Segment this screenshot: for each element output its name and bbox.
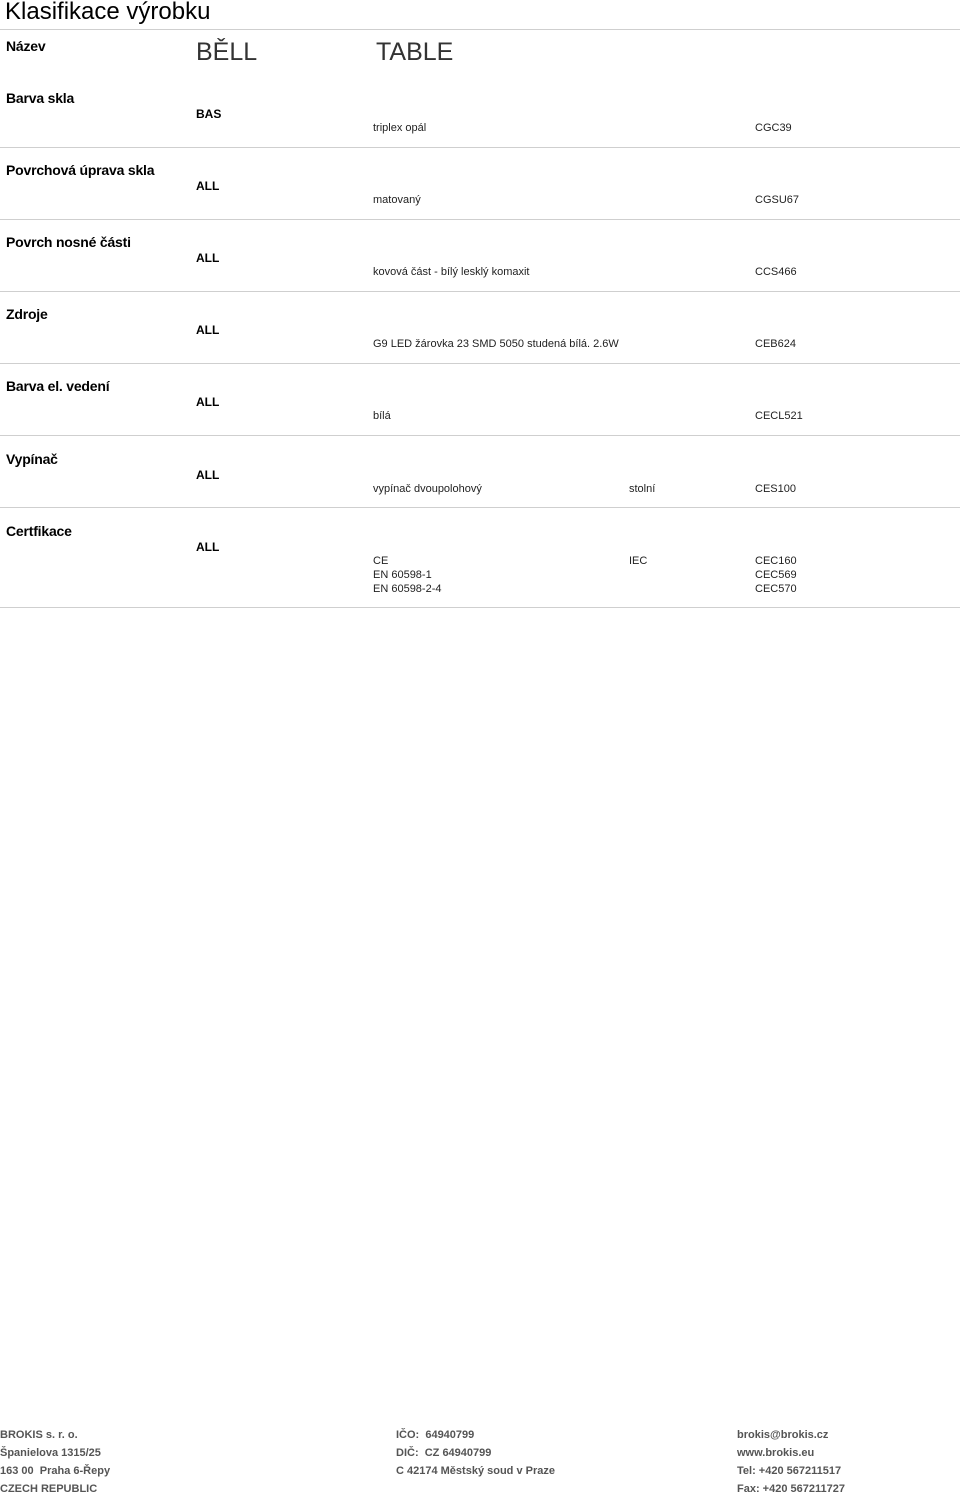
divider — [0, 607, 960, 608]
footer-contact-line: Fax: +420 567211727 — [737, 1483, 845, 1495]
section-scope: ALL — [196, 395, 220, 409]
spec-detail: stolní — [629, 483, 656, 495]
footer-registration-line: DIČ: CZ 64940799 — [396, 1447, 492, 1459]
divider — [0, 291, 960, 292]
spec-code: CEC570 — [755, 583, 797, 595]
spec-description: matovaný — [373, 194, 421, 206]
spec-code: CGSU67 — [755, 194, 800, 206]
section-scope: ALL — [196, 179, 220, 193]
footer-contact-line: Tel: +420 567211517 — [737, 1465, 842, 1477]
spec-code: CES100 — [755, 483, 796, 495]
company-footer — [0, 1428, 960, 1497]
spec-description: CE — [373, 555, 389, 567]
divider — [0, 219, 960, 220]
divider — [0, 435, 960, 436]
footer-address-line: CZECH REPUBLIC — [0, 1483, 98, 1495]
spec-row — [0, 482, 960, 496]
spec-row — [0, 409, 960, 423]
section-light-source — [0, 306, 960, 364]
spec-row — [0, 554, 960, 568]
footer-address-line: BROKIS s. r. o. — [0, 1429, 78, 1441]
spec-row — [0, 121, 960, 135]
section-label: Barva skla — [6, 90, 75, 106]
spec-row — [0, 582, 960, 596]
divider — [0, 507, 960, 508]
section-glass-color — [0, 90, 960, 148]
spec-description: EN 60598-2-4 — [373, 583, 442, 595]
section-cable-color — [0, 378, 960, 436]
section-support-surface — [0, 234, 960, 292]
section-scope: ALL — [196, 540, 220, 554]
spec-detail: IEC — [629, 555, 648, 567]
spec-description: G9 LED žárovka 23 SMD 5050 studená bílá. 2.6W — [373, 338, 619, 350]
spec-description: vypínač dvoupolohový — [373, 483, 482, 495]
divider — [0, 29, 960, 30]
section-label: Vypínač — [6, 451, 58, 467]
footer-address-line: 163 00 Praha 6-Řepy — [0, 1465, 111, 1477]
section-label: Povrch nosné části — [6, 234, 131, 250]
footer-registration-line: C 42174 Městský soud v Praze — [396, 1465, 555, 1477]
section-label: Povrchová úprava skla — [6, 162, 155, 178]
spec-description: EN 60598-1 — [373, 569, 432, 581]
section-label: Certfikace — [6, 523, 72, 539]
section-scope: ALL — [196, 468, 220, 482]
spec-code: CECL521 — [755, 410, 803, 422]
section-scope: BAS — [196, 107, 222, 121]
page-title: Klasifikace výrobku — [5, 0, 211, 25]
footer-contact-line: www.brokis.eu — [737, 1447, 815, 1459]
spec-row — [0, 193, 960, 207]
divider — [0, 363, 960, 364]
spec-code: CEB624 — [755, 338, 796, 350]
spec-code: CGC39 — [755, 122, 792, 134]
spec-code: CEC569 — [755, 569, 797, 581]
section-switch — [0, 451, 960, 508]
product-name: BĚLL — [196, 38, 258, 66]
spec-description: triplex opál — [373, 122, 427, 134]
divider — [0, 147, 960, 148]
spec-row — [0, 337, 960, 351]
spec-code: CCS466 — [755, 266, 797, 278]
section-scope: ALL — [196, 251, 220, 265]
footer-registration-line: IČO: 64940799 — [396, 1429, 475, 1441]
spec-description: kovová část - bílý lesklý komaxit — [373, 266, 530, 278]
section-certification — [0, 523, 960, 608]
footer-contact-line: brokis@brokis.cz — [737, 1429, 829, 1441]
section-label: Barva el. vedení — [6, 378, 110, 394]
name-label: Název — [6, 38, 46, 54]
section-label: Zdroje — [6, 306, 48, 322]
spec-row — [0, 265, 960, 279]
section-scope: ALL — [196, 323, 220, 337]
spec-row — [0, 568, 960, 582]
product-variant: TABLE — [376, 38, 454, 66]
spec-description: bílá — [373, 410, 391, 422]
section-glass-finish — [0, 162, 960, 220]
footer-address-line: Španielova 1315/25 — [0, 1447, 101, 1459]
spec-code: CEC160 — [755, 555, 797, 567]
